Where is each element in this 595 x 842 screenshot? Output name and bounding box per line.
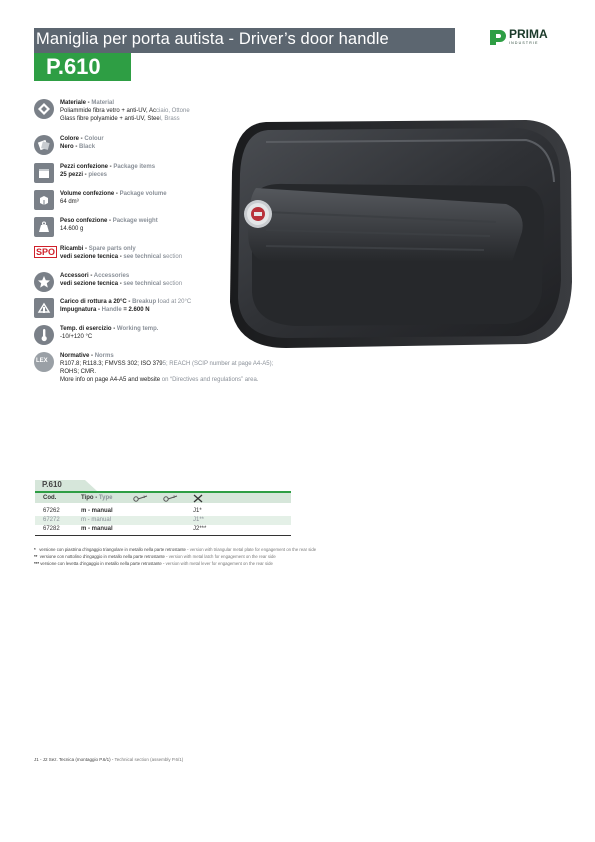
working-temp-value: -10/+120 °C	[60, 334, 93, 340]
table-row	[35, 516, 291, 525]
material-label-en: Material	[91, 100, 115, 106]
colour-label-it: Colore -	[60, 136, 85, 142]
lex-icon-text: LEX	[36, 358, 48, 364]
footnote	[34, 554, 276, 560]
footnote-mark: ***	[34, 561, 40, 566]
volume-icon	[34, 190, 54, 210]
breakup-load-value-it: Impugnatura -	[60, 307, 102, 313]
accessories-label-en: Accessories	[93, 273, 130, 279]
material-icon	[34, 99, 54, 119]
svg-text:1: 1	[143, 494, 146, 499]
material-value-it: Poliammide fibra vetro + anti-UV, Ac	[60, 108, 156, 114]
col-header-tipo-en: Type	[98, 495, 113, 501]
footnote-it: versione con piastrina d’ingaggio triangolare in metallo nella parte retrostante -	[39, 547, 190, 552]
breakup-load-label-it: Carico di rottura a 20°C -	[60, 299, 133, 305]
package-icon	[34, 163, 54, 183]
product-code: P.610	[46, 54, 101, 79]
colour-value-en: Black	[79, 144, 96, 150]
accessories-value-it: vedi sezione tecnica -	[60, 281, 124, 287]
technical-section-note-it: J1 - J2 Sez. Tecnica (montaggio P.6/1) -	[34, 757, 115, 762]
row-type: m - manual	[81, 526, 113, 532]
package-volume-label-it: Volume confezione -	[60, 191, 120, 197]
row-type: m - manual	[81, 508, 113, 514]
page-title: Maniglia per porta autista - Driver’s door handle	[36, 30, 389, 48]
breakup-load-value-en: Handle	[101, 307, 122, 313]
row-code: 67272	[43, 517, 60, 523]
brand-logo	[488, 27, 568, 47]
footnote	[34, 547, 316, 553]
material-value-en: Glass fibre polyamide + anti-UV, Stee	[60, 116, 160, 122]
breakup-load-label-en: Breakup l	[132, 299, 160, 305]
row-tech-ref: J1**	[193, 517, 205, 523]
technical-section-note	[34, 757, 183, 763]
col-header-tipo-it: Tipo -	[81, 495, 99, 501]
colour-value-it: Nero -	[60, 144, 80, 150]
spare-parts-label-en: Spare parts only	[88, 246, 136, 252]
row-code: 67282	[43, 526, 60, 532]
col-header-cod: Cod.	[43, 495, 57, 501]
footnote-en: version with triangular metal plate for engagement on the rear side	[189, 547, 317, 552]
technical-section-note-en: Technical section (assembly P.6/1)	[114, 757, 184, 762]
footnote-en: version with metal lever for engagement on the rear side	[165, 561, 273, 566]
svg-text:2: 2	[173, 494, 176, 499]
norms-value-line1-tail: 5; REACH (SCIP number at page A4-A5);	[162, 361, 274, 367]
prima-logo-icon	[488, 28, 506, 46]
footnote-it: versione con levetta d’ingaggio in metallo nella parte retrostante -	[40, 561, 166, 566]
footnote-mark: *	[34, 547, 36, 552]
package-items-value-it: 25 pezzi -	[60, 172, 89, 178]
lex-icon	[34, 352, 54, 372]
package-weight-label-it: Peso confezione -	[60, 218, 113, 224]
norms-label-en: Norms	[94, 353, 114, 359]
key-1-icon	[133, 494, 149, 502]
accessories-value-en-tail: ection	[166, 281, 183, 287]
spo-icon: SPO	[36, 247, 56, 257]
norms-value-line1: R107.8; R118.3; FMVSS 302; ISO 379	[60, 361, 163, 367]
package-items-label-en: Package items	[113, 164, 156, 170]
spare-parts-label-it: Ricambi -	[60, 246, 89, 252]
thermometer-icon	[34, 325, 54, 345]
table-bottom-rule	[35, 535, 291, 536]
breakup-load-value: = 2.600 N	[121, 307, 150, 313]
row-tech-ref: J2***	[193, 526, 207, 532]
package-items-label-it: Pezzi confezione -	[60, 164, 114, 170]
accessories-label-it: Accessori -	[60, 273, 94, 279]
material-value-it-tail: ciaio, Ottone	[156, 108, 190, 114]
norms-value-line2: ROHS; CMR.	[60, 369, 96, 375]
footnote	[34, 561, 273, 567]
package-volume-label-en: Package volume	[119, 191, 167, 197]
package-volume-value: 64 dm³	[60, 199, 79, 205]
material-label-it: Materiale -	[60, 100, 92, 106]
spare-parts-value-en-tail: ection	[166, 254, 183, 260]
logo-wordmark: PRIMA	[509, 27, 548, 41]
working-temp-label-it: Temp. di esercizio -	[60, 326, 117, 332]
spare-parts-value-en: see technical s	[123, 254, 167, 260]
material-value-en-tail: l, Brass	[159, 116, 180, 122]
norms-label-it: Normative -	[60, 353, 95, 359]
working-temp-label-en: Working temp.	[116, 326, 159, 332]
norms-value-line3: More info on page A4-A5 and website	[60, 377, 161, 383]
footnote-mark: **	[34, 554, 38, 559]
weight-icon	[34, 217, 54, 237]
accessories-value-en: see technical s	[123, 281, 167, 287]
footnote-it: versione con nottolino d’ingaggio in metallo nella parte retrostante -	[39, 554, 169, 559]
package-weight-value: 14.600 g	[60, 226, 84, 232]
spare-parts-value-it: vedi sezione tecnica -	[60, 254, 124, 260]
key-2-icon	[163, 494, 179, 502]
col-header-tipo	[81, 495, 112, 502]
colour-label-en: Colour	[84, 136, 104, 142]
table-title: P.610	[42, 480, 62, 489]
row-tech-ref: J1*	[193, 508, 202, 514]
row-type: m - manual	[81, 517, 112, 523]
breakup-load-label-en-tail: oad at 20°C	[159, 299, 192, 305]
table-row	[35, 507, 291, 516]
norms-value-line3-tail: on “Directives and regulations” area.	[160, 377, 259, 383]
star-icon	[34, 272, 54, 292]
tools-icon	[193, 494, 203, 503]
table-row	[35, 525, 291, 534]
logo-subline: INDUSTRIE	[509, 41, 539, 45]
colour-icon	[34, 135, 54, 155]
package-items-value-en: pieces	[88, 172, 108, 178]
row-code: 67262	[43, 508, 60, 514]
load-icon	[34, 298, 54, 318]
footnote-en: version with metal latch for engagement on the rear side	[168, 554, 276, 559]
package-weight-label-en: Package weight	[112, 218, 158, 224]
